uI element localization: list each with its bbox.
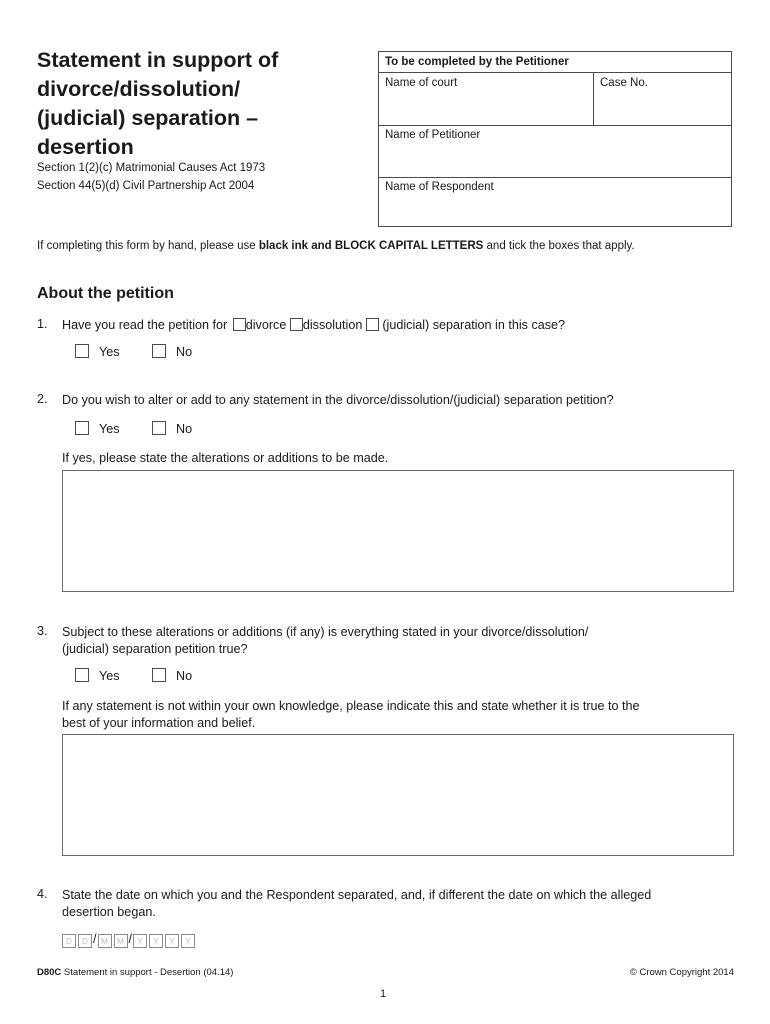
form-title-line: (judicial) separation – bbox=[37, 106, 259, 130]
instructions-prefix: If completing this form by hand, please use bbox=[37, 240, 259, 252]
petitioner-box bbox=[378, 51, 732, 227]
form-title-line: Statement in support of bbox=[37, 48, 279, 72]
yes-checkbox[interactable] bbox=[75, 668, 89, 682]
date-separator: / bbox=[128, 932, 132, 946]
day-digit-box[interactable]: D bbox=[62, 934, 76, 948]
act-reference: Section 1(2)(c) Matrimonial Causes Act 1973 bbox=[37, 162, 266, 174]
separation-checkbox[interactable] bbox=[366, 318, 379, 331]
year-digit-box[interactable]: Y bbox=[133, 934, 147, 948]
act-reference: Section 44(5)(d) Civil Partnership Act 2004 bbox=[37, 180, 255, 192]
question-2 bbox=[37, 392, 737, 412]
page-number: 1 bbox=[380, 988, 387, 1000]
no-checkbox[interactable] bbox=[152, 668, 166, 682]
question-3 bbox=[37, 624, 737, 660]
year-digit-box[interactable]: Y bbox=[181, 934, 195, 948]
question-1-prefix: Have you read the petition for bbox=[62, 318, 228, 332]
petitioner-name-label: Name of Petitioner bbox=[385, 129, 481, 141]
question-3-followup bbox=[62, 698, 742, 734]
alterations-textarea[interactable] bbox=[62, 470, 734, 592]
question-1 bbox=[37, 317, 737, 337]
question-3-line: (judicial) separation petition true? bbox=[62, 642, 248, 656]
no-label: No bbox=[176, 422, 193, 436]
yes-label: Yes bbox=[99, 345, 120, 359]
yes-checkbox[interactable] bbox=[75, 421, 89, 435]
year-digit-box[interactable]: Y bbox=[149, 934, 163, 948]
question-4 bbox=[37, 887, 757, 923]
form-description: Statement in support - Desertion (04.14) bbox=[61, 967, 234, 978]
case-number-label: Case No. bbox=[600, 77, 648, 89]
footer-copyright: © Crown Copyright 2014 bbox=[629, 967, 734, 978]
form-title-line: desertion bbox=[37, 135, 134, 159]
question-number: 1. bbox=[37, 317, 48, 331]
yes-checkbox[interactable] bbox=[75, 344, 89, 358]
question-3-line: Subject to these alterations or additions (if any) is everything stated in your divorce/dissolution/ bbox=[62, 625, 589, 639]
form-title bbox=[37, 46, 367, 162]
question-4-line: State the date on which you and the Respondent separated, and, if different the date on which the alleged bbox=[62, 888, 652, 902]
instructions bbox=[37, 240, 635, 252]
question-2-text: Do you wish to alter or add to any statement in the divorce/dissolution/(judicial) separation petition? bbox=[62, 393, 614, 407]
question-1-text bbox=[62, 317, 565, 334]
month-digit-box[interactable]: M bbox=[114, 934, 128, 948]
question-number: 3. bbox=[37, 624, 48, 638]
instructions-suffix: and tick the boxes that apply. bbox=[483, 240, 635, 252]
separation-date-field[interactable] bbox=[62, 931, 197, 949]
no-checkbox[interactable] bbox=[152, 421, 166, 435]
question-3-followup-line: If any statement is not within your own knowledge, please indicate this and state whether it is true to the bbox=[62, 699, 640, 713]
court-name-label: Name of court bbox=[385, 77, 458, 89]
question-number: 2. bbox=[37, 392, 48, 406]
respondent-name-label: Name of Respondent bbox=[385, 181, 494, 193]
yes-label: Yes bbox=[99, 422, 120, 436]
question-1-answer bbox=[75, 344, 192, 359]
divorce-checkbox[interactable] bbox=[233, 318, 246, 331]
question-2-answer bbox=[75, 421, 192, 436]
option-label: dissolution bbox=[302, 318, 363, 332]
date-separator: / bbox=[93, 932, 97, 946]
no-label: No bbox=[176, 345, 193, 359]
respondent-name-field[interactable] bbox=[379, 177, 732, 227]
question-3-answer bbox=[75, 668, 192, 683]
question-2-followup: If yes, please state the alterations or additions to be made. bbox=[62, 451, 389, 465]
court-name-field[interactable] bbox=[379, 73, 594, 125]
knowledge-textarea[interactable] bbox=[62, 734, 734, 856]
case-number-field[interactable] bbox=[594, 73, 732, 125]
form-code: D80C bbox=[37, 967, 62, 978]
instructions-emphasis: black ink and BLOCK CAPITAL LETTERS bbox=[258, 240, 484, 252]
footer-form-code bbox=[37, 967, 233, 978]
no-checkbox[interactable] bbox=[152, 344, 166, 358]
no-label: No bbox=[176, 669, 193, 683]
petitioner-box-heading: To be completed by the Petitioner bbox=[379, 52, 731, 73]
month-digit-box[interactable]: M bbox=[98, 934, 112, 948]
petitioner-name-field[interactable] bbox=[379, 125, 732, 177]
question-4-line: desertion began. bbox=[62, 905, 156, 919]
question-3-followup-line: best of your information and belief. bbox=[62, 716, 256, 730]
year-digit-box[interactable]: Y bbox=[165, 934, 179, 948]
day-digit-box[interactable]: D bbox=[78, 934, 92, 948]
form-title-line: divorce/dissolution/ bbox=[37, 77, 241, 101]
yes-label: Yes bbox=[99, 669, 120, 683]
question-number: 4. bbox=[37, 887, 48, 901]
option-label: (judicial) separation in this case? bbox=[382, 318, 566, 332]
dissolution-checkbox[interactable] bbox=[290, 318, 303, 331]
section-title: About the petition bbox=[37, 285, 174, 302]
option-label: divorce bbox=[245, 318, 287, 332]
